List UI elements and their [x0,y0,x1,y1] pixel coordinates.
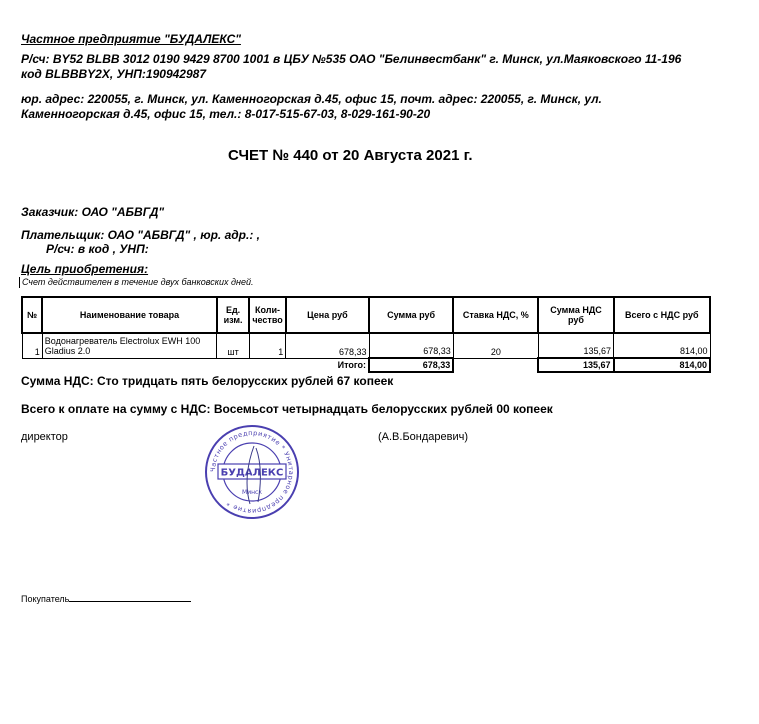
customer-label: Заказчик: [21,205,79,219]
payer-line: Плательщик: ОАО "АБВГД" , юр. адр.: , [21,228,261,242]
company-bank-line-2: код BLBBBY2X, УНП:190942987 [21,67,206,81]
header-qty: Коли-чество [249,297,286,333]
stamp-city: Минск [242,489,262,496]
row-vat-rate: 20 [453,333,538,358]
totals-total: 814,00 [614,358,710,372]
director-name: (А.В.Бондаревич) [378,431,469,443]
row-price: 678,33 [286,333,369,358]
header-unit: Ед. изм. [217,297,249,333]
customer-line [21,205,164,220]
header-price: Цена руб [286,297,369,333]
company-address-line-2: Каменногорская д.45, офис 15, тел.: 8-017-515-67-03, 8-029-161-90-20 [21,107,431,121]
row-name: Водонагреватель Electrolux EWH 100 Gladius 2.0 [42,333,217,358]
buyer-label: Покупатель [21,594,70,604]
row-qty: 1 [249,333,286,358]
purpose-label: Цель приобретения: [21,262,149,276]
company-stamp [204,424,300,520]
totals-vat-sum: 135,67 [538,358,613,372]
company-name: Частное предприятие "БУДАЛЕКС" [21,32,241,46]
row-sum: 678,33 [369,333,453,358]
buyer-signature-line [69,592,191,602]
totals-sum: 678,33 [369,358,453,372]
stamp-ring-text: Частное предприятие * Унитарное предприятие * [208,428,296,516]
vat-summary: Сумма НДС: Сто тридцать пять белорусских рублей 67 копеек [21,374,394,388]
total-summary: Всего к оплате на сумму с НДС: Восемьсот четырнадцать белорусских рублей 00 копеек [21,402,553,416]
row-vat-sum: 135,67 [538,333,613,358]
invoice-table [21,296,711,373]
row-unit: шт [217,333,249,358]
table-header-row [22,297,710,333]
header-total: Всего с НДС руб [614,297,710,333]
company-address-line-1: юр. адрес: 220055, г. Минск, ул. Каменногорская д.45, офис 15, почт. адрес: 220055, г. Минск, ул. [21,92,602,106]
header-vat-rate: Ставка НДС, % [453,297,538,333]
header-num: № [22,297,42,333]
header-name: Наименование товара [42,297,217,333]
payer-account-line: Р/сч: в код , УНП: [46,242,149,256]
totals-label: Итого: [337,360,366,371]
row-num: 1 [22,333,42,358]
stamp-center-text: БУДАЛЕКС [220,467,284,479]
invoice-title: СЧЕТ № 440 от 20 Августа 2021 г. [228,147,473,164]
totals-row [22,358,710,372]
table-row [22,333,710,358]
header-sum: Сумма руб [369,297,453,333]
customer-name: ОАО "АБВГД" [81,205,165,219]
row-total: 814,00 [614,333,710,358]
header-vat-sum: Сумма НДС руб [538,297,613,333]
buyer-line [21,592,191,605]
director-label: директор [21,431,68,443]
company-bank-line-1: Р/сч: BY52 BLBB 3012 0190 9429 8700 1001 в ЦБУ №535 ОАО "Белинвестбанк" г. Минск, ул.Маяковского 11-196 [21,52,682,66]
validity-note: Счет действителен в течение двух банковских дней. [19,277,253,288]
